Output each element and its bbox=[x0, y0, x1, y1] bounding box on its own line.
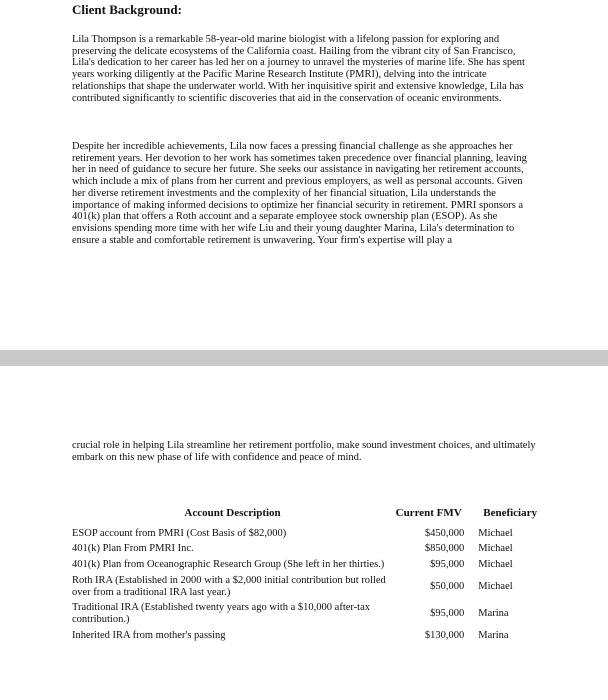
header-current-fmv: Current FMV bbox=[395, 507, 462, 519]
cell-beneficiary: Marina bbox=[478, 608, 509, 620]
paragraph-intro: Lila Thompson is a remarkable 58-year-old marine biologist with a lifelong passion for exploring and preserving the delicate ecosystems of the California coast. Hailing from the vibrant city of San Francisco, Lila's dedication to her career has led her on a journey to unravel the mysteries of marine life. She has spent years working diligently at the Pacific Marine Research Institute (PMRI), delving into the intricate relationships that shape the underwater world. With her inquisitive spirit and extensive knowledge, Lila has contributed significantly to scientific discoveries that aid in the conservation of oceanic environments. bbox=[72, 34, 525, 104]
header-beneficiary: Beneficiary bbox=[483, 507, 537, 519]
cell-fmv: $95,000 bbox=[430, 608, 465, 620]
table-header-row bbox=[72, 508, 542, 526]
cell-beneficiary: Michael bbox=[478, 543, 513, 555]
cell-beneficiary: Marina bbox=[478, 629, 509, 641]
cell-description: Roth IRA (Established in 2000 with a $2,000 initial contribution but rolled over from a traditional IRA last year.) bbox=[72, 574, 386, 598]
table-row bbox=[72, 557, 542, 573]
cell-description: Traditional IRA (Established twenty years ago with a $10,000 after-tax contribution.) bbox=[72, 602, 371, 625]
table-row bbox=[72, 600, 542, 627]
cell-fmv: $130,000 bbox=[424, 629, 465, 641]
table-row bbox=[72, 573, 542, 600]
table-row bbox=[72, 526, 542, 542]
cell-fmv: $50,000 bbox=[430, 580, 465, 592]
cell-description: ESOP account from PMRI (Cost Basis of $82,000) bbox=[72, 527, 287, 539]
page-break-band bbox=[0, 350, 608, 366]
cell-beneficiary: Michael bbox=[478, 527, 513, 539]
cell-description: Inherited IRA from mother's passing bbox=[72, 629, 226, 641]
table-row bbox=[72, 541, 542, 557]
cell-description: 401(k) Plan From PMRI Inc. bbox=[72, 543, 194, 555]
paragraph-continuation: crucial role in helping Lila streamline her retirement portfolio, make sound investment choices, and ultimately embark on this new phase of life with confidence and peace of mind. bbox=[72, 440, 536, 463]
cell-description: 401(k) Plan from Oceanographic Research Group (She left in her thirties.) bbox=[72, 559, 385, 571]
paragraph-challenge: Despite her incredible achievements, Lila now faces a pressing financial challenge as she approaches her retirement years. Her devotion to her work has sometimes taken precedence over financial planning, leaving her in need of guidance to secure her future. She seeks our assistance in navigating her retirement accounts, which include a mix of plans from her current and previous employers, as well as personal accounts. Given her diverse retirement investments and the complexity of her financial situation, Lila understands the importance of making informed decisions to optimize her financial security in retirement. PMRI sponsors a 401(k) plan that offers a Roth account and a separate employee stock ownership plan (ESOP). As she envisions spending more time with her wife Liu and their young daughter Marina, Lila's determination to ensure a stable and comfortable retirement is unwavering. Your firm's expertise will play a bbox=[72, 141, 527, 246]
accounts-table bbox=[72, 508, 542, 643]
header-account-description: Account Description bbox=[184, 507, 281, 519]
cell-fmv: $450,000 bbox=[424, 527, 465, 539]
cell-fmv: $95,000 bbox=[430, 559, 465, 571]
cell-fmv: $850,000 bbox=[424, 543, 465, 555]
section-heading: Client Background: bbox=[72, 2, 182, 17]
cell-beneficiary: Michael bbox=[478, 580, 513, 592]
cell-beneficiary: Michael bbox=[478, 559, 513, 571]
table-row bbox=[72, 628, 542, 644]
